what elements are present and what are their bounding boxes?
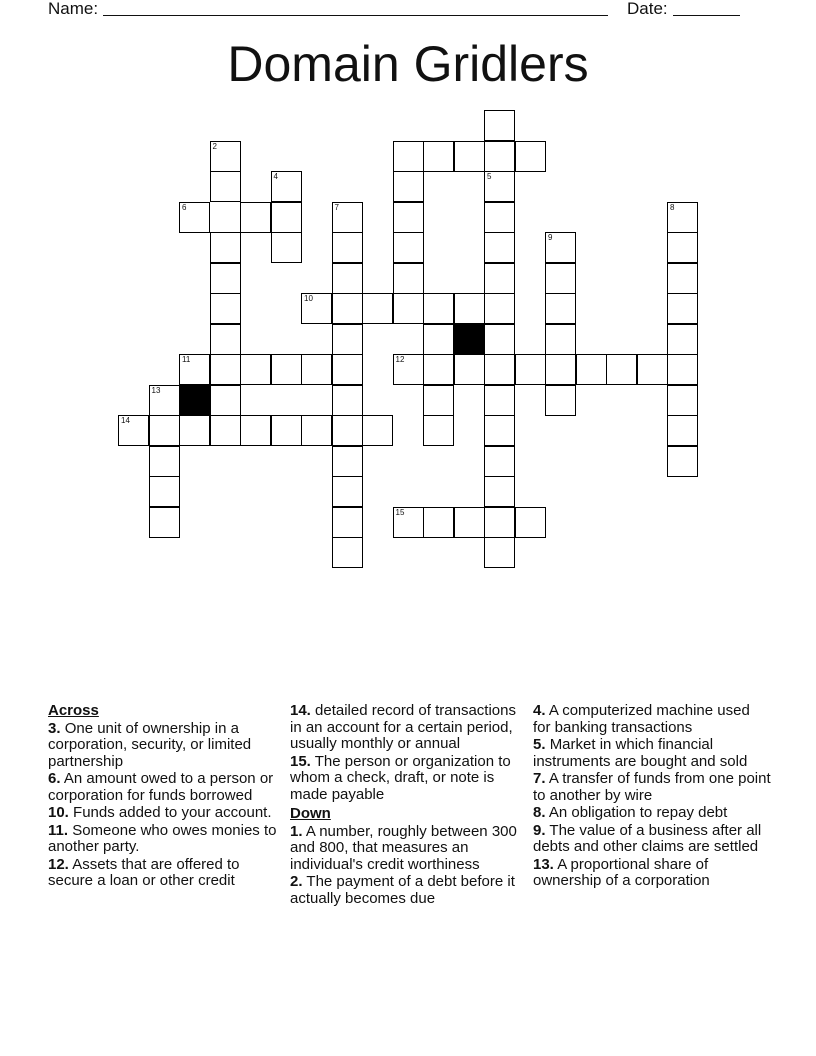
grid-cell[interactable]	[484, 110, 515, 141]
grid-cell[interactable]	[393, 263, 424, 294]
grid-cell[interactable]	[332, 537, 363, 568]
grid-cell[interactable]	[393, 232, 424, 263]
grid-cell[interactable]	[149, 446, 180, 477]
grid-cell[interactable]	[484, 446, 515, 477]
grid-cell[interactable]	[332, 232, 363, 263]
grid-cell[interactable]	[515, 507, 546, 538]
grid-cell[interactable]	[240, 415, 271, 446]
clue-number: 2	[212, 141, 217, 151]
clue-column-3	[533, 700, 771, 890]
grid-cell[interactable]	[484, 476, 515, 507]
clue-item: 8. An obligation to repay debt	[533, 804, 728, 821]
grid-cell[interactable]	[240, 354, 271, 385]
clue-number: 7	[334, 202, 339, 212]
grid-cell[interactable]	[545, 232, 576, 263]
grid-cell[interactable]	[454, 293, 485, 324]
clue-number: 13	[151, 385, 161, 395]
page-title: Domain Gridlers	[227, 36, 589, 92]
clue-number: 12	[395, 355, 405, 364]
clue-item: 1. A number, roughly between 300 and 800, that measures an individual's credit worthiness	[290, 822, 517, 873]
grid-cell[interactable]	[393, 171, 424, 202]
clue-item: 9. The value of a business after all debts and other claims are settled	[533, 821, 762, 855]
grid-cell[interactable]	[240, 202, 271, 233]
clue-item: 4. A computerized machine used for banking transactions	[533, 702, 750, 736]
grid-cell[interactable]	[484, 202, 515, 233]
grid-cell[interactable]	[545, 324, 576, 355]
grid-cell[interactable]	[454, 354, 485, 385]
grid-cell[interactable]	[576, 354, 607, 385]
grid-cell[interactable]	[332, 446, 363, 477]
grid-cell[interactable]	[393, 354, 424, 385]
grid-cell[interactable]	[301, 415, 332, 446]
grid-cell[interactable]	[484, 232, 515, 263]
grid-cell[interactable]	[271, 202, 302, 233]
grid-cell[interactable]	[484, 385, 515, 416]
grid-cell[interactable]	[210, 171, 241, 202]
grid-cell[interactable]	[423, 385, 454, 416]
grid-cell[interactable]	[667, 446, 698, 477]
grid-cell[interactable]	[210, 324, 241, 355]
clue-number: 9	[548, 233, 553, 242]
grid-cell[interactable]	[301, 354, 332, 385]
grid-cell[interactable]	[637, 354, 668, 385]
name-label: Name:	[48, 0, 99, 18]
grid-cell[interactable]	[332, 507, 363, 538]
grid-cell[interactable]	[210, 385, 241, 416]
grid-cell[interactable]	[362, 415, 393, 446]
grid-cell[interactable]	[149, 385, 180, 416]
grid-cell[interactable]	[667, 293, 698, 324]
clue-item: 13. A proportional share of ownership of a corporation	[533, 855, 710, 889]
grid-black-cell	[454, 324, 485, 355]
clue-item: 12. Assets that are offered to secure a loan or other credit	[48, 855, 240, 889]
grid-cell[interactable]	[484, 324, 515, 355]
grid-cell[interactable]	[179, 354, 210, 385]
grid-cell[interactable]	[423, 324, 454, 355]
grid-cell[interactable]	[332, 354, 363, 385]
grid-cell[interactable]	[332, 385, 363, 416]
grid-cell[interactable]	[545, 354, 576, 385]
clue-item: 11. Someone who owes monies to another party.	[48, 821, 277, 855]
grid-cell[interactable]	[667, 202, 698, 233]
grid-cell[interactable]	[667, 324, 698, 355]
grid-cell[interactable]	[667, 232, 698, 263]
grid-cell[interactable]	[545, 385, 576, 416]
clue-item: 2. The payment of a debt before it actually becomes due	[290, 873, 515, 907]
grid-cell[interactable]	[118, 415, 149, 446]
across-heading: Across	[48, 702, 99, 719]
clue-number: 8	[670, 202, 675, 212]
clue-item: 5. Market in which financial instruments are bought and sold	[533, 736, 748, 770]
grid-cell[interactable]	[667, 354, 698, 385]
grid-cell[interactable]	[332, 476, 363, 507]
grid-cell[interactable]	[332, 293, 363, 324]
grid-cell[interactable]	[423, 293, 454, 324]
grid-cell[interactable]	[393, 293, 424, 324]
clue-column-1	[48, 700, 286, 890]
grid-cell[interactable]	[271, 171, 302, 202]
grid-cell[interactable]	[484, 263, 515, 294]
grid-cell[interactable]	[332, 202, 363, 233]
clue-number: 6	[182, 202, 187, 212]
grid-cell[interactable]	[210, 141, 241, 172]
grid-cell[interactable]	[179, 202, 210, 233]
grid-cell[interactable]	[393, 507, 424, 538]
clue-number: 15	[395, 507, 405, 517]
grid-cell[interactable]	[484, 354, 515, 385]
grid-cell[interactable]	[515, 354, 546, 385]
grid-cell[interactable]	[210, 293, 241, 324]
grid-cell[interactable]	[515, 141, 546, 172]
grid-cell[interactable]	[210, 232, 241, 263]
grid-cell[interactable]	[545, 293, 576, 324]
clue-number: 4	[273, 172, 278, 181]
grid-cell[interactable]	[332, 324, 363, 355]
grid-cell[interactable]	[606, 354, 637, 385]
grid-cell[interactable]	[454, 507, 485, 538]
grid-cell[interactable]	[149, 476, 180, 507]
grid-cell[interactable]	[423, 141, 454, 172]
grid-cell[interactable]	[667, 385, 698, 416]
clue-item: 6. An amount owed to a person or corporation for funds borrowed	[48, 770, 274, 804]
grid-cell[interactable]	[210, 415, 241, 446]
grid-cell[interactable]	[484, 507, 515, 538]
clue-item: 10. Funds added to your account.	[48, 804, 272, 821]
grid-black-cell	[179, 385, 210, 416]
grid-cell[interactable]	[210, 354, 241, 385]
clue-number: 10	[304, 294, 313, 303]
grid-cell[interactable]	[332, 415, 363, 446]
grid-cell[interactable]	[423, 354, 454, 385]
clue-number: 14	[121, 416, 130, 425]
grid-cell[interactable]	[362, 293, 393, 324]
down-heading: Down	[290, 805, 331, 822]
grid-cell[interactable]	[271, 354, 302, 385]
clue-item: 14. detailed record of transactions in an account for a certain period, usually monthly or annual	[290, 702, 516, 752]
grid-cell[interactable]	[484, 415, 515, 446]
clue-number: 5	[487, 172, 492, 181]
clue-number: 11	[182, 355, 191, 364]
grid-cell[interactable]	[667, 263, 698, 294]
grid-cell[interactable]	[393, 141, 424, 172]
grid-cell[interactable]	[454, 141, 485, 172]
grid-cell[interactable]	[332, 263, 363, 294]
clue-column-2	[290, 700, 528, 907]
date-label: Date:	[627, 0, 668, 18]
grid-cell[interactable]	[149, 507, 180, 538]
grid-cell[interactable]	[484, 293, 515, 324]
grid-cell[interactable]	[484, 537, 515, 568]
grid-cell[interactable]	[667, 415, 698, 446]
grid-cell[interactable]	[149, 415, 180, 446]
grid-cell[interactable]	[484, 141, 515, 172]
grid-cell[interactable]	[301, 293, 332, 324]
grid-cell[interactable]	[271, 232, 302, 263]
clue-item: 7. A transfer of funds from one point to another by wire	[533, 770, 771, 804]
clue-item: 3. One unit of ownership in a corporation, security, or limited partnership	[48, 719, 252, 770]
grid-cell[interactable]	[423, 507, 454, 538]
grid-cell[interactable]	[179, 415, 210, 446]
grid-cell[interactable]	[423, 415, 454, 446]
grid-cell[interactable]	[271, 415, 302, 446]
grid-cell[interactable]	[484, 171, 515, 202]
grid-cell[interactable]	[393, 202, 424, 233]
grid-cell[interactable]	[545, 263, 576, 294]
grid-cell[interactable]	[210, 263, 241, 294]
clue-item: 15. The person or organization to whom a check, draft, or note is made payable	[290, 752, 511, 803]
